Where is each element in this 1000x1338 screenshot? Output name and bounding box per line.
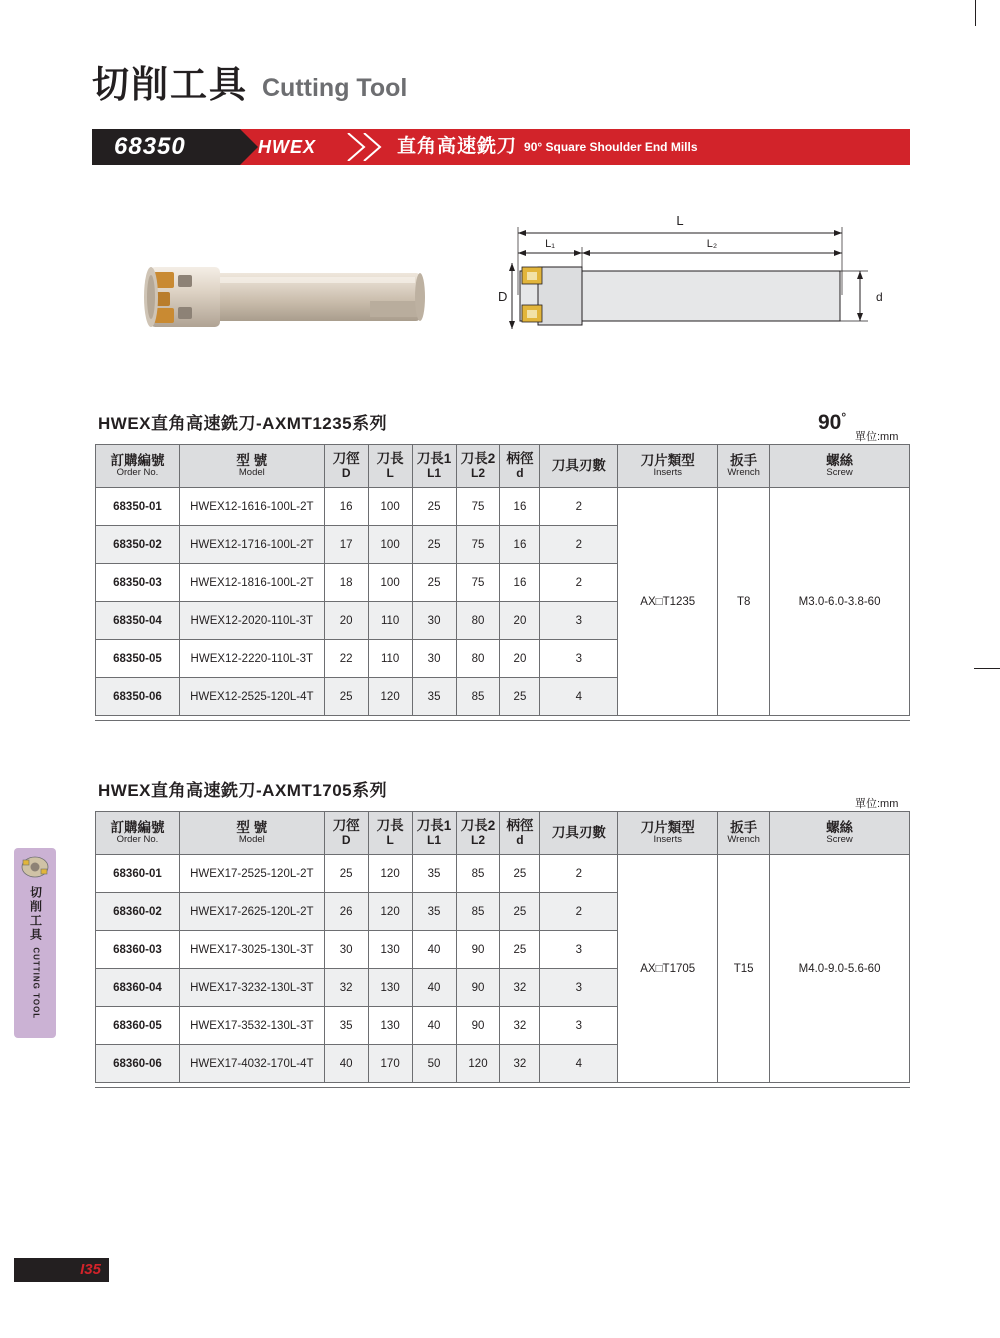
cell-l1: 25	[412, 564, 456, 602]
cell-model: HWEX17-2625-120L-2T	[179, 893, 324, 931]
cell-model: HWEX12-1616-100L-2T	[179, 488, 324, 526]
cell-d: 20	[324, 602, 368, 640]
cell-l2: 75	[456, 564, 500, 602]
table-header-row	[96, 812, 910, 855]
cell-l1: 40	[412, 969, 456, 1007]
cell-l2: 85	[456, 678, 500, 716]
cell-l1: 35	[412, 678, 456, 716]
section1-angle-degree: °	[841, 410, 847, 424]
cell-l: 120	[368, 855, 412, 893]
cell-model: HWEX12-1816-100L-2T	[179, 564, 324, 602]
cell-l: 130	[368, 931, 412, 969]
technical-drawing	[490, 205, 910, 360]
col-length2: 刀長2 L2	[456, 812, 500, 855]
col-wrench: 扳手 Wrench	[718, 445, 770, 488]
section1-unit: 單位:mm	[855, 431, 899, 443]
cell-l: 120	[368, 893, 412, 931]
cell-order-no: 68350-04	[96, 602, 180, 640]
col-model: 型 號 Model	[179, 812, 324, 855]
cell-teeth: 2	[540, 488, 618, 526]
section1-table	[95, 444, 910, 716]
cell-model: HWEX17-3025-130L-3T	[179, 931, 324, 969]
table-row	[96, 855, 910, 893]
page-title-cn: 切削工具	[92, 64, 248, 105]
cell-l: 100	[368, 564, 412, 602]
col-shank-dia: 柄徑 d	[500, 812, 540, 855]
dim-label-D: D	[498, 289, 508, 304]
cell-model: HWEX17-3532-130L-3T	[179, 1007, 324, 1045]
col-inserts: 刀片類型 Inserts	[618, 445, 718, 488]
cell-l2: 80	[456, 640, 500, 678]
cell-shank-d: 32	[500, 969, 540, 1007]
banner-code: 68350	[114, 133, 186, 160]
cell-l2: 90	[456, 931, 500, 969]
cell-teeth: 3	[540, 602, 618, 640]
cell-l2: 90	[456, 969, 500, 1007]
cell-l: 130	[368, 969, 412, 1007]
cell-shank-d: 25	[500, 855, 540, 893]
cell-teeth: 3	[540, 969, 618, 1007]
cell-model: HWEX12-2020-110L-3T	[179, 602, 324, 640]
cell-d: 22	[324, 640, 368, 678]
cell-order-no: 68350-01	[96, 488, 180, 526]
cell-l1: 50	[412, 1045, 456, 1083]
cell-wrench: T15	[718, 855, 770, 1083]
section2-bottom-rule	[95, 1087, 910, 1088]
cell-order-no: 68360-01	[96, 855, 180, 893]
page-title-en: Cutting Tool	[262, 74, 408, 102]
cell-shank-d: 25	[500, 931, 540, 969]
cell-d: 32	[324, 969, 368, 1007]
banner-subtitle-cn: 直角高速銑刀	[397, 136, 518, 157]
cell-l: 120	[368, 678, 412, 716]
cell-model: HWEX17-4032-170L-4T	[179, 1045, 324, 1083]
product-photo	[120, 245, 450, 355]
cell-l1: 30	[412, 602, 456, 640]
cell-l2: 80	[456, 602, 500, 640]
cell-l: 110	[368, 602, 412, 640]
cell-teeth: 3	[540, 931, 618, 969]
cell-model: HWEX12-2220-110L-3T	[179, 640, 324, 678]
cell-l2: 85	[456, 855, 500, 893]
cell-teeth: 2	[540, 893, 618, 931]
section2-title: HWEX直角高速銑刀-AXMT1705系列	[98, 781, 388, 800]
dim-label-L1: L₁	[545, 238, 555, 250]
col-length1: 刀長1 L1	[412, 445, 456, 488]
cell-d: 35	[324, 1007, 368, 1045]
section1-bottom-rule	[95, 720, 910, 721]
section2-table	[95, 811, 910, 1083]
col-screw: 螺絲 Screw	[770, 445, 910, 488]
col-length: 刀長 L	[368, 445, 412, 488]
col-length2: 刀長2 L2	[456, 445, 500, 488]
cell-l2: 75	[456, 526, 500, 564]
cell-order-no: 68350-06	[96, 678, 180, 716]
table-header-row	[96, 445, 910, 488]
cell-teeth: 3	[540, 640, 618, 678]
cell-l: 170	[368, 1045, 412, 1083]
cell-l1: 25	[412, 526, 456, 564]
cell-screw: M3.0-6.0-3.8-60	[770, 488, 910, 716]
cell-inserts: AX□T1235	[618, 488, 718, 716]
col-d-major: 刀徑 D	[324, 812, 368, 855]
cell-l2: 90	[456, 1007, 500, 1045]
banner-subtitle-en: 90° Square Shoulder End Mills	[524, 140, 698, 154]
col-order-no: 訂購編號 Order No.	[96, 812, 180, 855]
cell-model: HWEX17-2525-120L-2T	[179, 855, 324, 893]
cell-shank-d: 20	[500, 640, 540, 678]
cell-order-no: 68360-05	[96, 1007, 180, 1045]
cell-model: HWEX17-3232-130L-3T	[179, 969, 324, 1007]
col-d-major: 刀徑 D	[324, 445, 368, 488]
cell-l1: 35	[412, 893, 456, 931]
cell-l: 100	[368, 488, 412, 526]
cell-l2: 75	[456, 488, 500, 526]
col-teeth: 刀具刃數	[540, 812, 618, 855]
table-row	[96, 488, 910, 526]
cell-shank-d: 25	[500, 893, 540, 931]
cell-d: 16	[324, 488, 368, 526]
cell-d: 25	[324, 855, 368, 893]
col-order-no: 訂購編號 Order No.	[96, 445, 180, 488]
col-shank-dia: 柄徑 d	[500, 445, 540, 488]
cell-order-no: 68360-06	[96, 1045, 180, 1083]
cell-d: 30	[324, 931, 368, 969]
dim-label-L: L	[676, 213, 684, 228]
cell-l: 130	[368, 1007, 412, 1045]
col-teeth: 刀具刃數	[540, 445, 618, 488]
cell-order-no: 68360-03	[96, 931, 180, 969]
cell-l2: 120	[456, 1045, 500, 1083]
side-tab-cutting-tool[interactable]	[14, 848, 56, 1038]
cell-model: HWEX12-1716-100L-2T	[179, 526, 324, 564]
side-tab-label	[28, 886, 43, 1019]
col-inserts: 刀片類型 Inserts	[618, 812, 718, 855]
cell-d: 40	[324, 1045, 368, 1083]
cell-order-no: 68350-05	[96, 640, 180, 678]
col-wrench: 扳手 Wrench	[718, 812, 770, 855]
section1-title: HWEX直角高速銑刀-AXMT1235系列	[98, 414, 388, 433]
side-tab-label-en: CUTTING TOOL	[31, 947, 41, 1020]
chevron-right-icon	[346, 133, 386, 161]
cell-d: 26	[324, 893, 368, 931]
col-model: 型 號 Model	[179, 445, 324, 488]
crop-mark-right-mid	[974, 668, 1000, 669]
cell-teeth: 2	[540, 564, 618, 602]
cell-shank-d: 20	[500, 602, 540, 640]
col-screw: 螺絲 Screw	[770, 812, 910, 855]
cell-order-no: 68350-02	[96, 526, 180, 564]
cell-wrench: T8	[718, 488, 770, 716]
page-footer	[14, 1258, 109, 1282]
page-title	[92, 66, 407, 103]
cell-shank-d: 32	[500, 1045, 540, 1083]
cell-teeth: 3	[540, 1007, 618, 1045]
cell-shank-d: 16	[500, 564, 540, 602]
col-length1: 刀長1 L1	[412, 812, 456, 855]
cell-shank-d: 16	[500, 488, 540, 526]
cell-inserts: AX□T1705	[618, 855, 718, 1083]
dim-label-d: d	[876, 290, 883, 304]
side-tab-label-cn: 切削工具	[28, 886, 43, 942]
col-length: 刀長 L	[368, 812, 412, 855]
section2-unit: 單位:mm	[855, 798, 899, 810]
cell-l1: 25	[412, 488, 456, 526]
cell-l: 110	[368, 640, 412, 678]
banner-subtitle	[397, 129, 698, 165]
cell-teeth: 4	[540, 1045, 618, 1083]
page-number: I35	[80, 1261, 101, 1278]
cell-shank-d: 25	[500, 678, 540, 716]
dim-label-L2: L₂	[706, 238, 718, 250]
cell-teeth: 2	[540, 526, 618, 564]
cell-l: 100	[368, 526, 412, 564]
cutting-tool-icon	[20, 854, 50, 880]
cell-l1: 30	[412, 640, 456, 678]
cell-screw: M4.0-9.0-5.6-60	[770, 855, 910, 1083]
banner-brand: HWEX	[258, 137, 316, 157]
cell-order-no: 68350-03	[96, 564, 180, 602]
section1-angle	[818, 410, 846, 435]
cell-l1: 40	[412, 931, 456, 969]
cell-d: 18	[324, 564, 368, 602]
cell-shank-d: 32	[500, 1007, 540, 1045]
cell-order-no: 68360-02	[96, 893, 180, 931]
cell-l2: 85	[456, 893, 500, 931]
cell-d: 25	[324, 678, 368, 716]
cell-order-no: 68360-04	[96, 969, 180, 1007]
cell-d: 17	[324, 526, 368, 564]
cell-teeth: 4	[540, 678, 618, 716]
section-banner	[92, 129, 910, 165]
section1-angle-value: 90	[818, 411, 842, 434]
cell-shank-d: 16	[500, 526, 540, 564]
cell-l1: 40	[412, 1007, 456, 1045]
cell-l1: 35	[412, 855, 456, 893]
cell-teeth: 2	[540, 855, 618, 893]
cell-model: HWEX12-2525-120L-4T	[179, 678, 324, 716]
crop-mark-top-right	[975, 0, 976, 26]
